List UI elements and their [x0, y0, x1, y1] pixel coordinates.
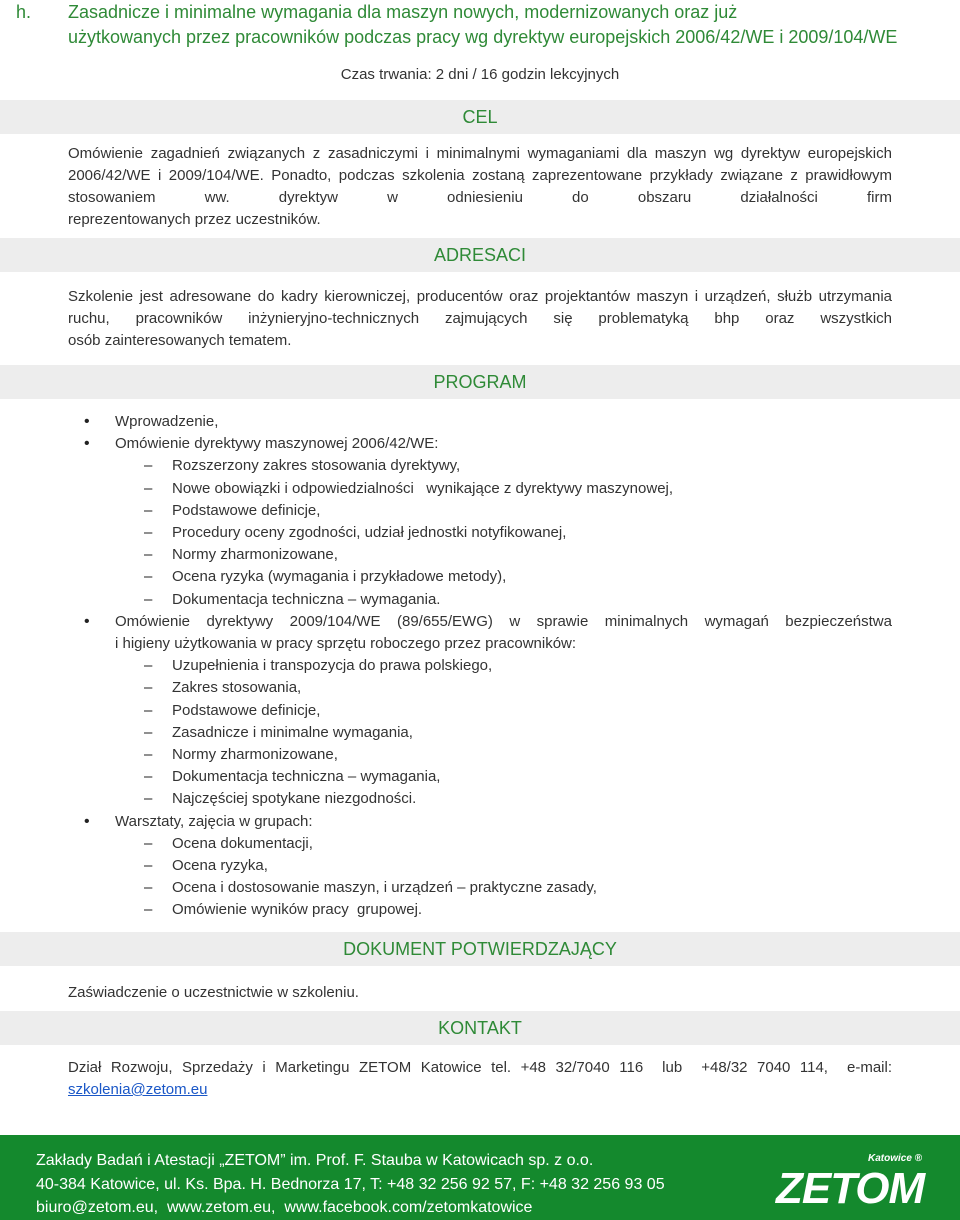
footer-address: 40-384 Katowice, ul. Ks. Bpa. H. Bednorza 17, T: +48 32 256 92 57, F: +48 32 256 93 05 — [36, 1176, 665, 1193]
cel-text-last: reprezentowanych przez uczestników. — [68, 211, 321, 228]
program-item: • Warsztaty, zajęcia w grupach: — [68, 811, 892, 833]
footer-web: biuro@zetom.eu, www.zetom.eu, www.facebook.com/zetomkatowice — [36, 1199, 533, 1216]
program-item: • Omówienie dyrektywy maszynowej 2006/42/WE: — [68, 433, 892, 455]
section-text-adresaci — [68, 286, 892, 352]
program-subitem: – Omówienie wyników pracy grupowej. — [68, 899, 892, 921]
logo-text: ZETOM — [776, 1164, 925, 1211]
course-duration: Czas trwania: 2 dni / 16 godzin lekcyjnych — [340, 66, 620, 83]
program-subitem: – Dokumentacja techniczna – wymagania. — [68, 589, 892, 611]
heading-number: h. — [16, 2, 32, 22]
page-footer — [0, 1135, 960, 1220]
program-list — [68, 411, 892, 922]
document-heading — [16, 0, 898, 50]
adresaci-text-last: osób zainteresowanych tematem. — [68, 332, 292, 349]
program-subitem: – Zakres stosowania, — [68, 677, 892, 699]
program-subitem: – Zasadnicze i minimalne wymagania, — [68, 722, 892, 744]
footer-company: Zakłady Badań i Atestacji „ZETOM” im. Prof. F. Stauba w Katowicach sp. z o.o. — [36, 1152, 594, 1169]
section-text-cel — [68, 143, 892, 231]
program-subitem: – Ocena dokumentacji, — [68, 833, 892, 855]
dokument-text: Zaświadczenie o uczestnictwie w szkoleniu. — [68, 984, 359, 1001]
program-subitem: – Rozszerzony zakres stosowania dyrektywy, — [68, 455, 892, 477]
program-subitem: – Normy zharmonizowane, — [68, 544, 892, 566]
adresaci-text: Szkolenie jest adresowane do kadry kierowniczej, producentów oraz projektantów maszyn i urządzeń, służb utrzymania ruchu, pracowników inżynieryjno-technicznych zajmujących się problematyką bhp oraz wszystkich — [68, 288, 892, 327]
program-subitem: – Normy zharmonizowane, — [68, 744, 892, 766]
cel-text: Omówienie zagadnień związanych z zasadniczymi i minimalnymi wymaganiami dla maszyn wg dyrektyw europejskich 2006/42/WE i 2009/104/WE. Ponadto, podczas szkolenia zostaną zaprezentowane przykłady związane z prawidłowym stosowaniem ww. dyrektyw w odniesieniu do obszaru działalności firm — [68, 145, 892, 206]
zetom-logo — [772, 1147, 932, 1211]
heading-line-1: Zasadnicze i minimalne wymagania dla maszyn nowych, modernizowanych oraz już — [68, 2, 738, 22]
program-subitem: – Procedury oceny zgodności, udział jednostki notyfikowanej, — [68, 522, 892, 544]
program-subitem: – Podstawowe definicje, — [68, 500, 892, 522]
program-subitem: – Najczęściej spotykane niezgodności. — [68, 788, 892, 810]
section-band-adresaci — [0, 238, 960, 272]
program-item — [68, 611, 892, 655]
contact-email-link[interactable]: szkolenia@zetom.eu — [68, 1081, 208, 1098]
section-band-dokument — [0, 932, 960, 966]
program-subitem: – Ocena ryzyka (wymagania i przykładowe metody), — [68, 566, 892, 588]
kontakt-text: Dział Rozwoju, Sprzedaży i Marketingu ZETOM Katowice tel. +48 32/7040 116 lub +48/32 7040 114, e-mail: — [68, 1059, 892, 1076]
program-subitem: – Podstawowe definicje, — [68, 700, 892, 722]
section-title-kontakt: KONTAKT — [438, 1018, 522, 1038]
section-band-cel — [0, 100, 960, 134]
logo-subtext: Katowice ® — [868, 1153, 923, 1164]
section-title-dokument: DOKUMENT POTWIERDZAJĄCY — [343, 939, 617, 959]
program-subitem: – Ocena ryzyka, — [68, 855, 892, 877]
program-subitem: – Nowe obowiązki i odpowiedzialności wynikające z dyrektywy maszynowej, — [68, 478, 892, 500]
program-item-line: • Omówienie dyrektywy 2009/104/WE (89/655/EWG) w sprawie minimalnych wymagań bezpieczeństwa — [115, 612, 892, 630]
program-subitem: – Uzupełnienia i transpozycja do prawa polskiego, — [68, 655, 892, 677]
program-item-line-cont: i higieny użytkowania w pracy sprzętu roboczego przez pracowników: — [115, 635, 577, 653]
program-item: • Wprowadzenie, — [68, 411, 892, 433]
heading-line-2: użytkowanych przez pracowników podczas pracy wg dyrektyw europejskich 2006/42/WE i 2009/104/WE — [68, 27, 898, 47]
section-title-program: PROGRAM — [433, 372, 527, 392]
section-band-kontakt — [0, 1011, 960, 1045]
section-band-program — [0, 365, 960, 399]
program-subitem: – Ocena i dostosowanie maszyn, i urządzeń – praktyczne zasady, — [68, 877, 892, 899]
section-title-adresaci: ADRESACI — [433, 245, 527, 265]
section-title-cel: CEL — [462, 107, 498, 127]
program-subitem: – Dokumentacja techniczna – wymagania, — [68, 766, 892, 788]
kontakt-text-block — [68, 1057, 892, 1101]
